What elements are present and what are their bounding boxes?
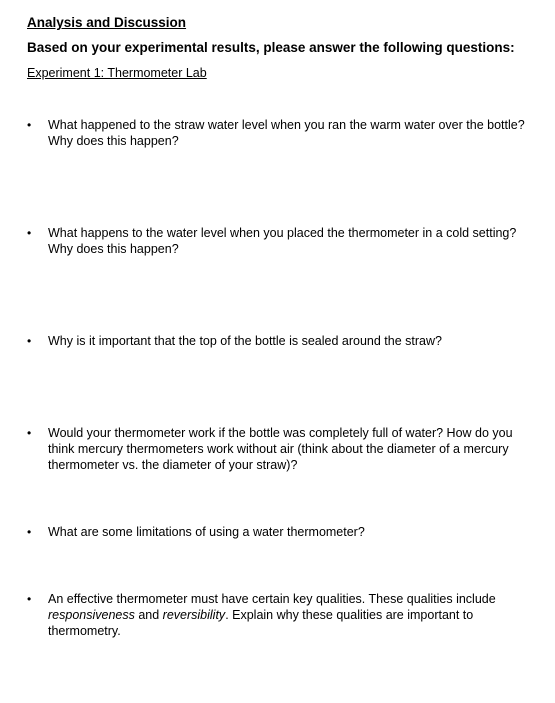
bullet-icon: • (27, 118, 32, 132)
question-text: An effective thermometer must have certain key qualities. These qualities include responsiveness and reversibility. Explain why these qualities are important to thermometry. (48, 592, 496, 638)
bullet-icon: • (27, 426, 32, 440)
emphasis-responsiveness: responsiveness (48, 608, 135, 622)
experiment-title: Experiment 1: Thermometer Lab (27, 66, 207, 80)
emphasis-reversibility: reversibility (162, 608, 226, 622)
bullet-icon: • (27, 592, 32, 606)
bullet-icon: • (27, 334, 32, 348)
question-4 (27, 425, 537, 473)
bullet-icon: • (27, 226, 32, 240)
question-5 (27, 524, 537, 540)
question-1 (27, 117, 537, 149)
question-3 (27, 333, 537, 349)
section-heading: Analysis and Discussion (27, 15, 187, 30)
question-text: Would your thermometer work if the bottle was completely full of water? How do you think mercury thermometers work without air (think about the diameter of a mercury thermometer vs. the diameter of your straw)? (48, 426, 513, 472)
question-text: What happened to the straw water level when you ran the warm water over the bottle? Why does this happen? (48, 118, 525, 148)
instructions-text: Based on your experimental results, please answer the following questions: (27, 40, 515, 55)
bullet-icon: • (27, 525, 32, 539)
question-6 (27, 591, 537, 639)
question-2 (27, 225, 537, 257)
question-text: What are some limitations of using a water thermometer? (48, 525, 365, 539)
question-text: Why is it important that the top of the bottle is sealed around the straw? (48, 334, 442, 348)
question-text: What happens to the water level when you placed the thermometer in a cold setting? Why does this happen? (48, 226, 517, 256)
